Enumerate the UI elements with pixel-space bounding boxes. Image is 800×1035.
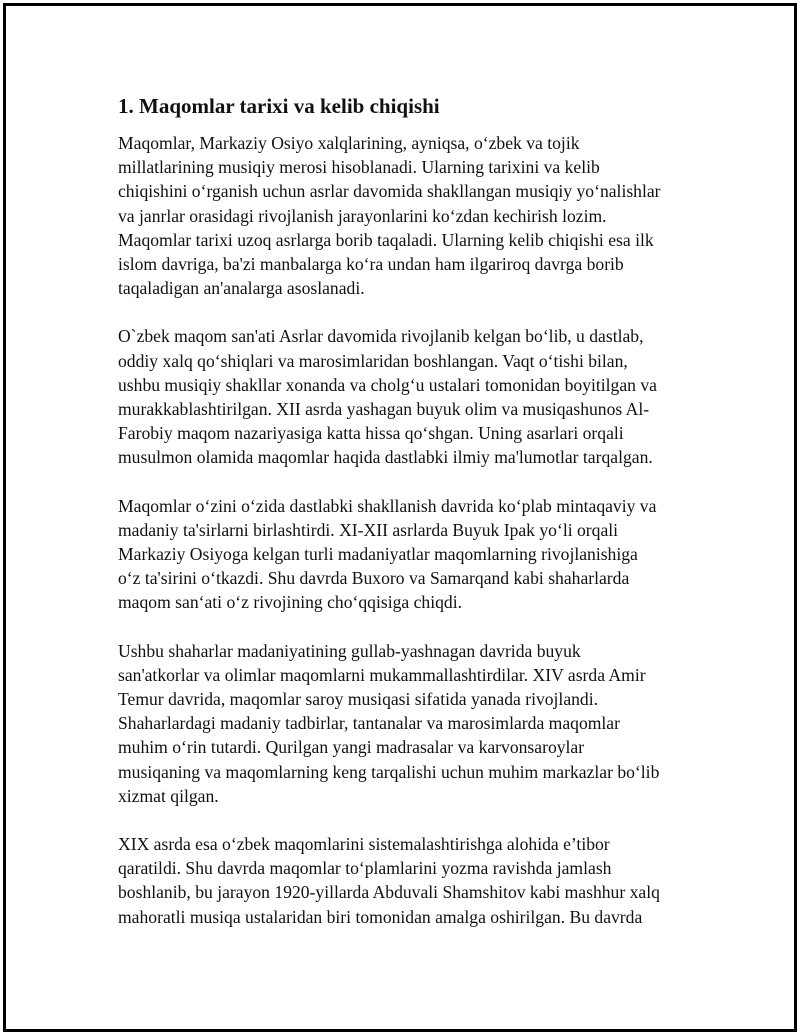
text-line: boshlanib, bu jarayon 1920-yillarda Abduvali Shamshitov kabi mashhur xalq — [118, 882, 660, 903]
text-line: XIX asrda esa o‘zbek maqomlarini sistemalashtirishga alohida e’tibor — [118, 834, 610, 855]
section-heading: 1. Maqomlar tarixi va kelib chiqishi — [118, 94, 440, 118]
paragraph — [118, 832, 690, 929]
text-line: muhim o‘rin tutardi. Qurilgan yangi madrasalar va karvonsaroylar — [118, 737, 585, 758]
text-line: Temur davrida, maqomlar saroy musiqasi sifatida yanada rivojlandi. — [118, 689, 599, 710]
paragraph — [118, 639, 690, 808]
text-line: Farobiy maqom nazariyasiga katta hissa qo‘shgan. Uning asarlari orqali — [118, 423, 624, 444]
paragraph — [118, 494, 690, 615]
text-line: islom davriga, ba'zi manbalarga ko‘ra undan ham ilgariroq davrga borib — [118, 254, 624, 275]
paragraph — [118, 131, 690, 300]
text-line: taqaladigan an'analarga asoslanadi. — [118, 278, 365, 299]
text-line: Maqomlar tarixi uzoq asrlarga borib taqaladi. Ularning kelib chiqishi esa ilk — [118, 229, 654, 250]
text-line: Shaharlardagi madaniy tadbirlar, tantanalar va marosimlarda maqomlar — [118, 713, 620, 734]
text-line: musiqaning va maqomlarning keng tarqalishi uchun muhim markazlar bo‘lib — [118, 761, 660, 782]
text-line: murakkablashtirilgan. XII asrda yashagan buyuk olim va musiqashunos Al- — [118, 399, 650, 420]
document-body — [118, 91, 690, 953]
text-line: o‘z ta'sirini o‘tkazdi. Shu davrda Buxoro va Samarqand kabi shaharlarda — [118, 568, 630, 589]
text-line: madaniy ta'sirlarni birlashtirdi. XI-XII asrlarda Buyuk Ipak yo‘li orqali — [118, 519, 619, 540]
text-line: Maqomlar o‘zini o‘zida dastlabki shakllanish davrida ko‘plab mintaqaviy va — [118, 495, 657, 516]
text-line: chiqishini o‘rganish uchun asrlar davomida shakllangan musiqiy yo‘nalishlar — [118, 181, 661, 202]
text-line: va janrlar orasidagi rivojlanish jarayonlarini ko‘zdan kechirish lozim. — [118, 205, 607, 226]
text-line: oddiy xalq qo‘shiqlari va marosimlaridan boshlangan. Vaqt o‘tishi bilan, — [118, 350, 628, 371]
text-line: millatlarining musiqiy merosi hisoblanadi. Ularning tarixini va kelib — [118, 157, 600, 178]
text-line: musulmon olamida maqomlar haqida dastlabki ilmiy ma'lumotlar tarqalgan. — [118, 447, 653, 468]
text-line: Ushbu shaharlar madaniyatining gullab-yashnagan davrida buyuk — [118, 640, 581, 661]
text-line: Markaziy Osiyoga kelgan turli madaniyatlar maqomlarning rivojlanishiga — [118, 544, 638, 565]
text-line: mahoratli musiqa ustalaridan biri tomonidan amalga oshirilgan. Bu davrda — [118, 906, 643, 927]
text-line: Maqomlar, Markaziy Osiyo xalqlarining, ayniqsa, o‘zbek va tojik — [118, 133, 580, 153]
text-line: maqom san‘ati o‘z rivojining cho‘qqisiga chiqdi. — [118, 592, 462, 613]
text-line: qaratildi. Shu davrda maqomlar to‘plamlarini yozma ravishda jamlash — [118, 858, 612, 879]
text-line: san'atkorlar va olimlar maqomlarni mukammallashtirdilar. XIV asrda Amir — [118, 664, 646, 685]
text-line: O`zbek maqom san'ati Asrlar davomida rivojlanib kelgan bo‘lib, u dastlab, — [118, 326, 644, 347]
text-line: ushbu musiqiy shakllar xonanda va cholg‘u ustalari tomonidan boyitilgan va — [118, 374, 657, 395]
paragraph — [118, 324, 690, 469]
text-line: xizmat qilgan. — [118, 785, 219, 806]
